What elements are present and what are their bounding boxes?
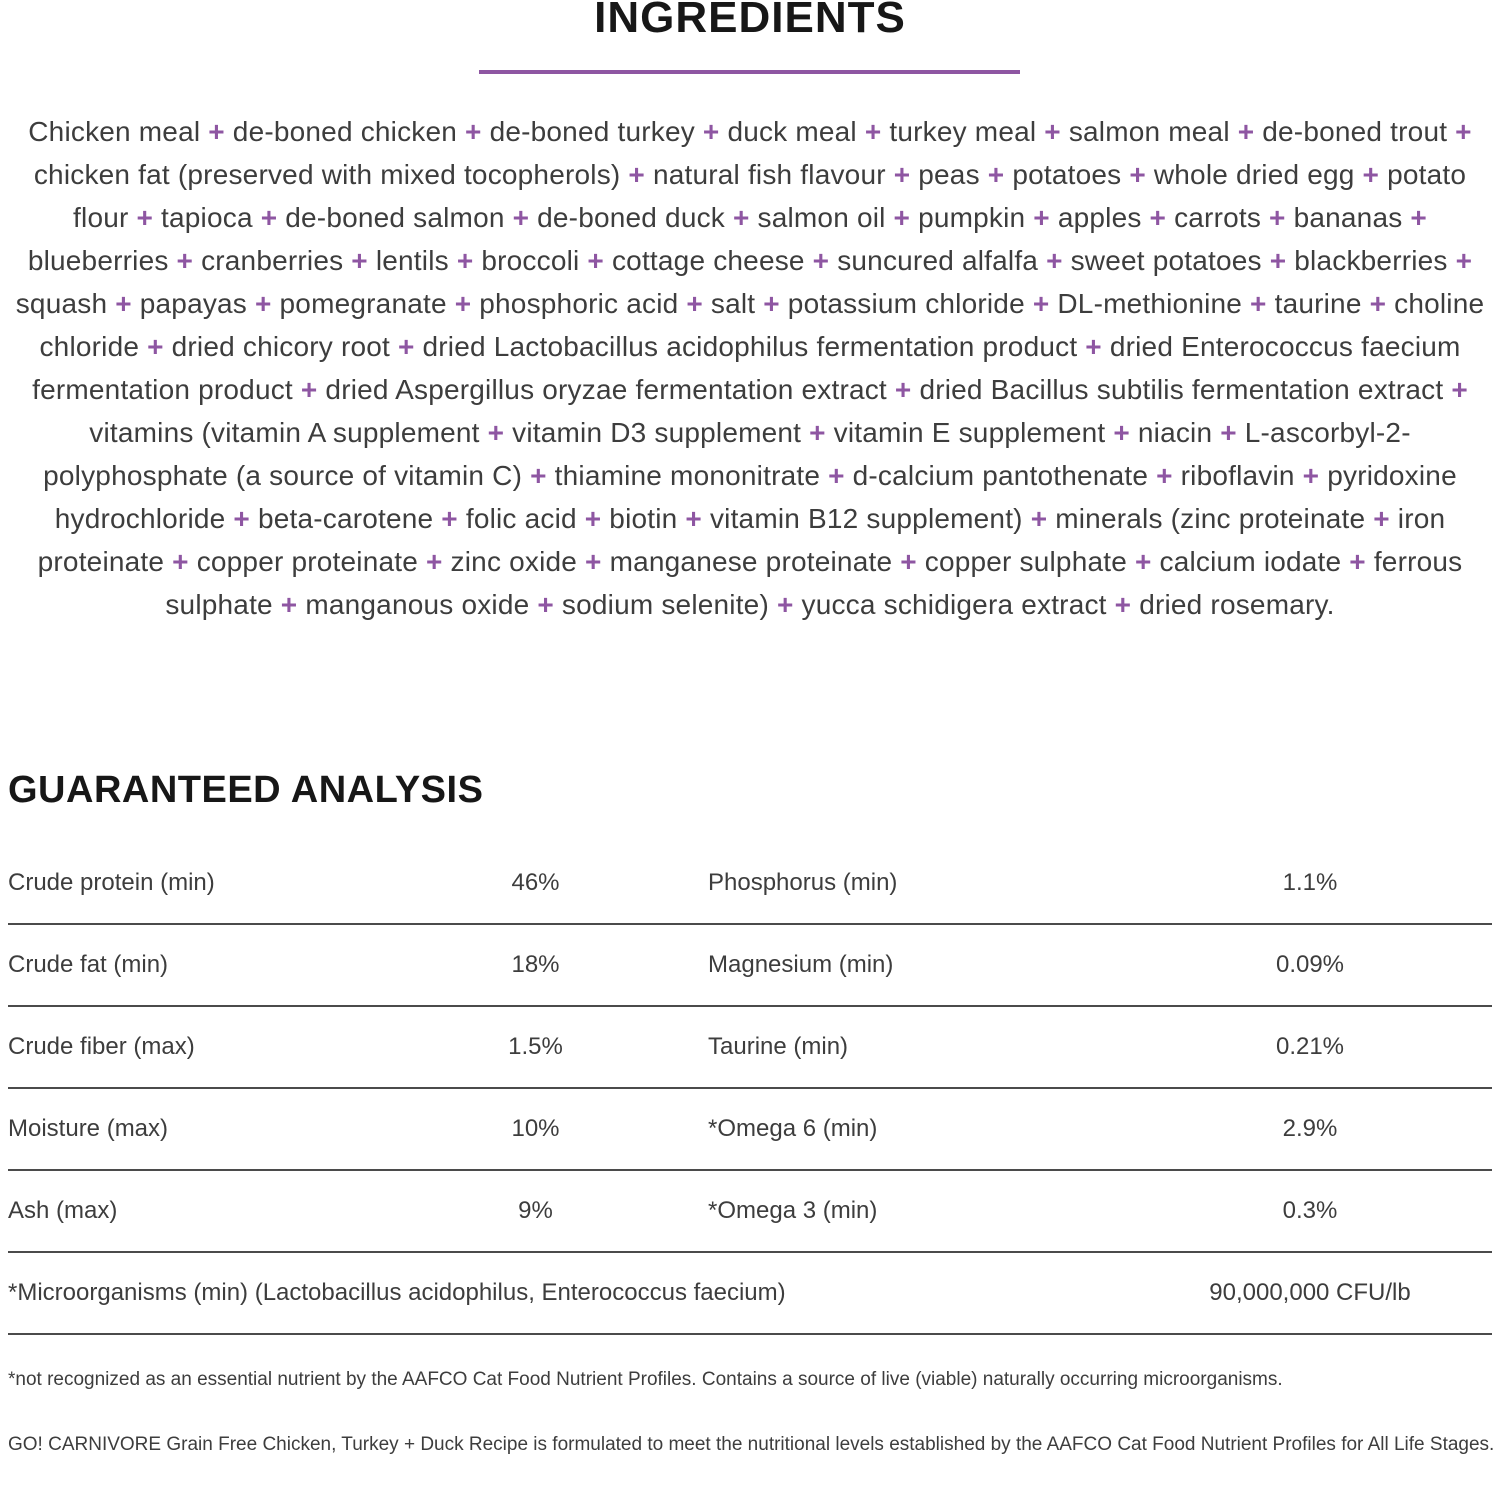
ingredients-text: Chicken meal + de-boned chicken + de-boned turkey + duck meal + turkey meal + salmon meal + de-boned trout + chicken fat (preserved with mixed tocopherols) + natural fish flavour + peas + potatoes + whole dried egg + potato flour + tapioca + de-boned salmon + de-boned duck + salmon oil + pumpkin + apples + carrots + bananas + blueberries + cranberries + lentils + broccoli + cottage cheese + suncured alfalfa + sweet potatoes + blackberries + squash + papayas + pomegranate + phosphoric acid + salt + potassium chloride + DL-methionine + taurine + choline chloride + dried chicory root + dried Lactobacillus acidophilus fermentation product + dried Enterococcus faecium fermentation product + dried Aspergillus oryzae fermentation extract + dried Bacillus subtilis fermentation extract + vitamins (vitamin A supplement + vitamin D3 supplement + vitamin E supplement + niacin + L-ascorbyl-2-polyphosphate (a source of vitamin C) + thiamine mononitrate + d-calcium pantothenate + riboflavin + pyridoxine hydrochloride + beta-carotene + folic acid + biotin + vitamin B12 supplement) + minerals (zinc proteinate + iron proteinate + copper proteinate + zinc oxide + manganese proteinate + copper sulphate + calcium iodate + ferrous sulphate + manganous oxide + sodium selenite) + yucca schidigera extract + dried rosemary. xyxy=(15,116,1485,620)
plus-separator-icon: + xyxy=(1127,546,1160,577)
aafco-statement: GO! CARNIVORE Grain Free Chicken, Turkey + Duck Recipe is formulated to meet the nutritional levels established by the AAFCO Cat Food Nutrient Profiles for All Life Stages. xyxy=(8,1434,1495,1455)
table-row-crude-fiber xyxy=(8,1007,1492,1089)
plus-separator-icon: + xyxy=(343,245,376,276)
plus-separator-icon: + xyxy=(1025,202,1058,233)
plus-separator-icon: + xyxy=(225,503,258,534)
analysis-label: Magnesium (min) xyxy=(708,951,894,978)
plus-separator-icon: + xyxy=(522,460,555,491)
plus-separator-icon: + xyxy=(1361,288,1395,319)
plus-separator-icon: + xyxy=(1077,331,1110,362)
analysis-value: 1.1% xyxy=(1282,869,1338,896)
analysis-value: 10% xyxy=(511,1115,560,1142)
plus-separator-icon: + xyxy=(247,288,280,319)
plus-separator-icon: + xyxy=(577,546,610,577)
plus-separator-icon: + xyxy=(1447,245,1473,276)
plus-separator-icon: + xyxy=(418,546,451,577)
plus-separator-icon: + xyxy=(579,245,612,276)
analysis-value: 90,000,000 CFU/lb xyxy=(1209,1279,1411,1306)
plus-separator-icon: + xyxy=(755,288,788,319)
analysis-value: 0.3% xyxy=(1282,1197,1338,1224)
plus-separator-icon: + xyxy=(107,288,140,319)
plus-separator-icon: + xyxy=(457,116,490,147)
analysis-label: Crude fat (min) xyxy=(8,951,169,978)
plus-separator-icon: + xyxy=(892,546,925,577)
analysis-label: *Omega 6 (min) xyxy=(708,1115,878,1142)
asterisk-footnote: *not recognized as an essential nutrient by the AAFCO Cat Food Nutrient Profiles. Contains a source of live (viable) naturally occurring microorganisms. xyxy=(8,1369,1283,1390)
plus-separator-icon: + xyxy=(801,417,834,448)
plus-separator-icon: + xyxy=(1341,546,1374,577)
plus-separator-icon: + xyxy=(1148,460,1181,491)
plus-separator-icon: + xyxy=(504,202,538,233)
plus-separator-icon: + xyxy=(390,331,423,362)
plus-separator-icon: + xyxy=(479,417,513,448)
plus-separator-icon: + xyxy=(1036,116,1069,147)
plus-separator-icon: + xyxy=(1105,417,1138,448)
analysis-value: 2.9% xyxy=(1282,1115,1338,1142)
analysis-label: *Omega 3 (min) xyxy=(708,1197,878,1224)
analysis-value: 9% xyxy=(518,1197,553,1224)
plus-separator-icon: + xyxy=(694,116,728,147)
plus-separator-icon: + xyxy=(168,245,202,276)
plus-separator-icon: + xyxy=(1141,202,1175,233)
plus-separator-icon: + xyxy=(1261,245,1295,276)
analysis-value: 46% xyxy=(511,869,560,896)
table-row-crude-protein xyxy=(8,843,1492,925)
plus-separator-icon: + xyxy=(678,288,711,319)
plus-separator-icon: + xyxy=(620,159,653,190)
analysis-value: 0.21% xyxy=(1275,1033,1345,1060)
plus-separator-icon: + xyxy=(1229,116,1263,147)
plus-separator-icon: + xyxy=(804,245,838,276)
plus-separator-icon: + xyxy=(1447,116,1472,147)
analysis-label: Ash (max) xyxy=(8,1197,118,1224)
plus-separator-icon: + xyxy=(1024,288,1058,319)
analysis-label: Phosphorus (min) xyxy=(708,869,898,896)
plus-separator-icon: + xyxy=(128,202,162,233)
plus-separator-icon: + xyxy=(856,116,890,147)
analysis-label: *Microorganisms (min) (Lactobacillus acidophilus, Enterococcus faecium) xyxy=(8,1279,786,1306)
plus-separator-icon: + xyxy=(725,202,758,233)
plus-separator-icon: + xyxy=(1261,202,1294,233)
plus-separator-icon: + xyxy=(292,374,326,405)
plus-separator-icon: + xyxy=(448,245,482,276)
plus-separator-icon: + xyxy=(272,589,306,620)
analysis-label: Crude fiber (max) xyxy=(8,1033,195,1060)
plus-separator-icon: + xyxy=(768,589,802,620)
table-row-crude-fat xyxy=(8,925,1492,1007)
plus-separator-icon: + xyxy=(1121,159,1154,190)
analysis-label: Moisture (max) xyxy=(8,1115,169,1142)
plus-separator-icon: + xyxy=(1402,202,1427,233)
plus-separator-icon: + xyxy=(433,503,466,534)
analysis-value: 18% xyxy=(511,951,560,978)
guaranteed-analysis-title: GUARANTEED ANALYSIS xyxy=(8,769,484,811)
plus-separator-icon: + xyxy=(1354,159,1388,190)
plus-separator-icon: + xyxy=(1443,374,1468,405)
plus-separator-icon: + xyxy=(1022,503,1056,534)
plus-separator-icon: + xyxy=(252,202,286,233)
plus-separator-icon: + xyxy=(164,546,197,577)
plus-separator-icon: + xyxy=(1212,417,1245,448)
analysis-value: 0.09% xyxy=(1275,951,1345,978)
table-row-microorganisms xyxy=(8,1253,1492,1335)
plus-separator-icon: + xyxy=(200,116,233,147)
plus-separator-icon: + xyxy=(1365,503,1398,534)
plus-separator-icon: + xyxy=(1294,460,1328,491)
table-row-ash xyxy=(8,1171,1492,1253)
plus-separator-icon: + xyxy=(529,589,562,620)
analysis-label: Taurine (min) xyxy=(708,1033,849,1060)
table-row-moisture xyxy=(8,1089,1492,1171)
plus-separator-icon: + xyxy=(886,374,920,405)
plus-separator-icon: + xyxy=(885,159,919,190)
plus-separator-icon: + xyxy=(446,288,480,319)
analysis-value: 1.5% xyxy=(508,1033,563,1060)
plus-separator-icon: + xyxy=(1106,589,1140,620)
plus-separator-icon: + xyxy=(885,202,919,233)
title-underline-rule xyxy=(479,70,1020,74)
ingredients-title: INGREDIENTS xyxy=(594,0,906,42)
plus-separator-icon: + xyxy=(576,503,610,534)
plus-separator-icon: + xyxy=(677,503,710,534)
plus-separator-icon: + xyxy=(979,159,1013,190)
plus-separator-icon: + xyxy=(820,460,853,491)
analysis-label: Crude protein (min) xyxy=(8,869,215,896)
plus-separator-icon: + xyxy=(1242,288,1275,319)
plus-separator-icon: + xyxy=(1038,245,1071,276)
guaranteed-analysis-table xyxy=(8,843,1492,1335)
plus-separator-icon: + xyxy=(139,331,172,362)
